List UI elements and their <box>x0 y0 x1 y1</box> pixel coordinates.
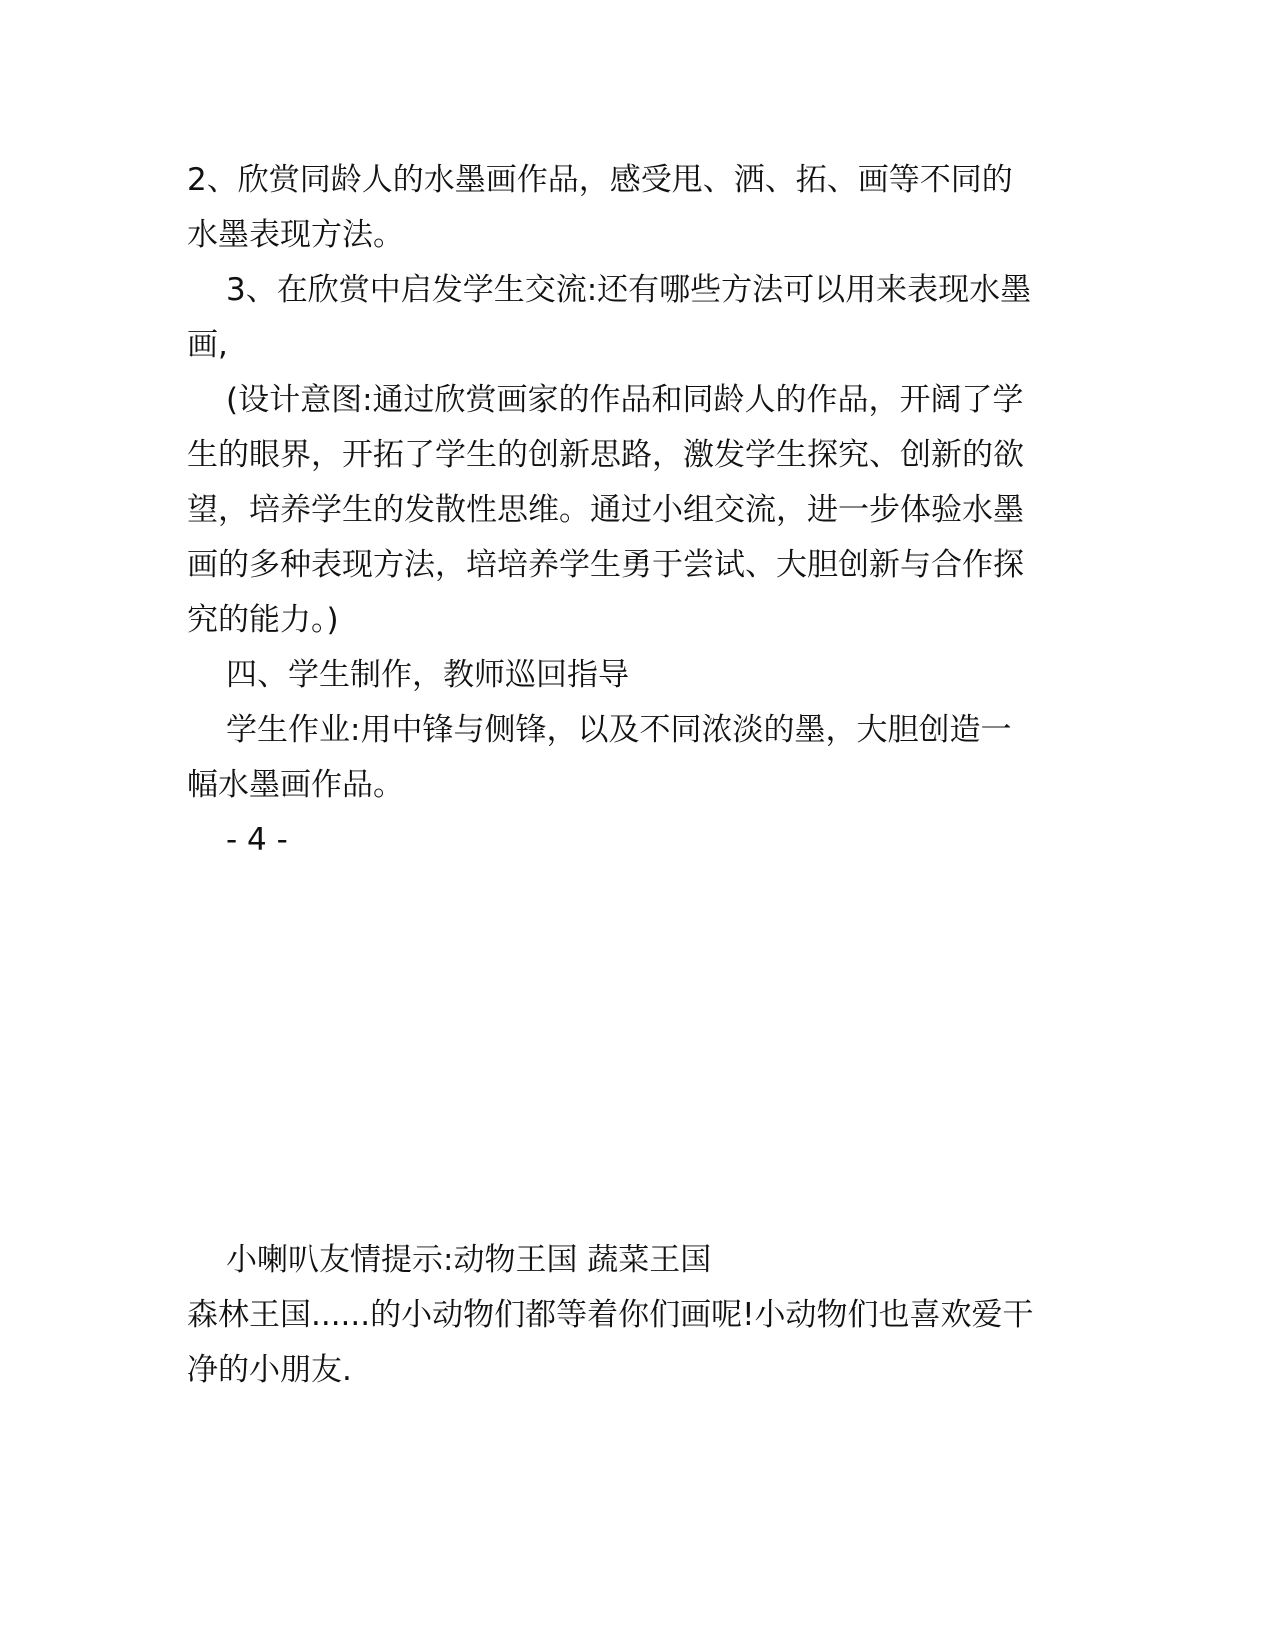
text-line: 画, <box>187 327 228 363</box>
text-line: 水墨表现方法。 <box>187 217 404 253</box>
text-line: 究的能力。) <box>187 602 339 638</box>
text-line: (设计意图:通过欣赏画家的作品和同龄人的作品，开阔了学 <box>226 382 1024 418</box>
page-number: - 4 - <box>226 822 288 858</box>
text-line: 画的多种表现方法，培培养学生勇于尝试、大胆创新与合作探 <box>187 547 1024 583</box>
text-line: 3、在欣赏中启发学生交流:还有哪些方法可以用来表现水墨 <box>226 272 1032 308</box>
text-line: 小喇叭友情提示:动物王国 蔬菜王国 <box>226 1242 712 1278</box>
text-line: 四、学生制作，教师巡回指导 <box>226 657 629 693</box>
text-line: 净的小朋友. <box>187 1352 352 1388</box>
text-line: 幅水墨画作品。 <box>187 767 404 803</box>
text-line: 生的眼界，开拓了学生的创新思路，激发学生探究、创新的欲 <box>187 437 1024 473</box>
text-line: 学生作业:用中锋与侧锋，以及不同浓淡的墨，大胆创造一 <box>226 712 1012 748</box>
text-line: 2、欣赏同龄人的水墨画作品，感受甩、洒、拓、画等不同的 <box>187 162 1013 198</box>
text-line: 森林王国......的小动物们都等着你们画呢!小动物们也喜欢爱干 <box>187 1297 1034 1333</box>
text-line: 望，培养学生的发散性思维。通过小组交流，进一步体验水墨 <box>187 492 1024 528</box>
